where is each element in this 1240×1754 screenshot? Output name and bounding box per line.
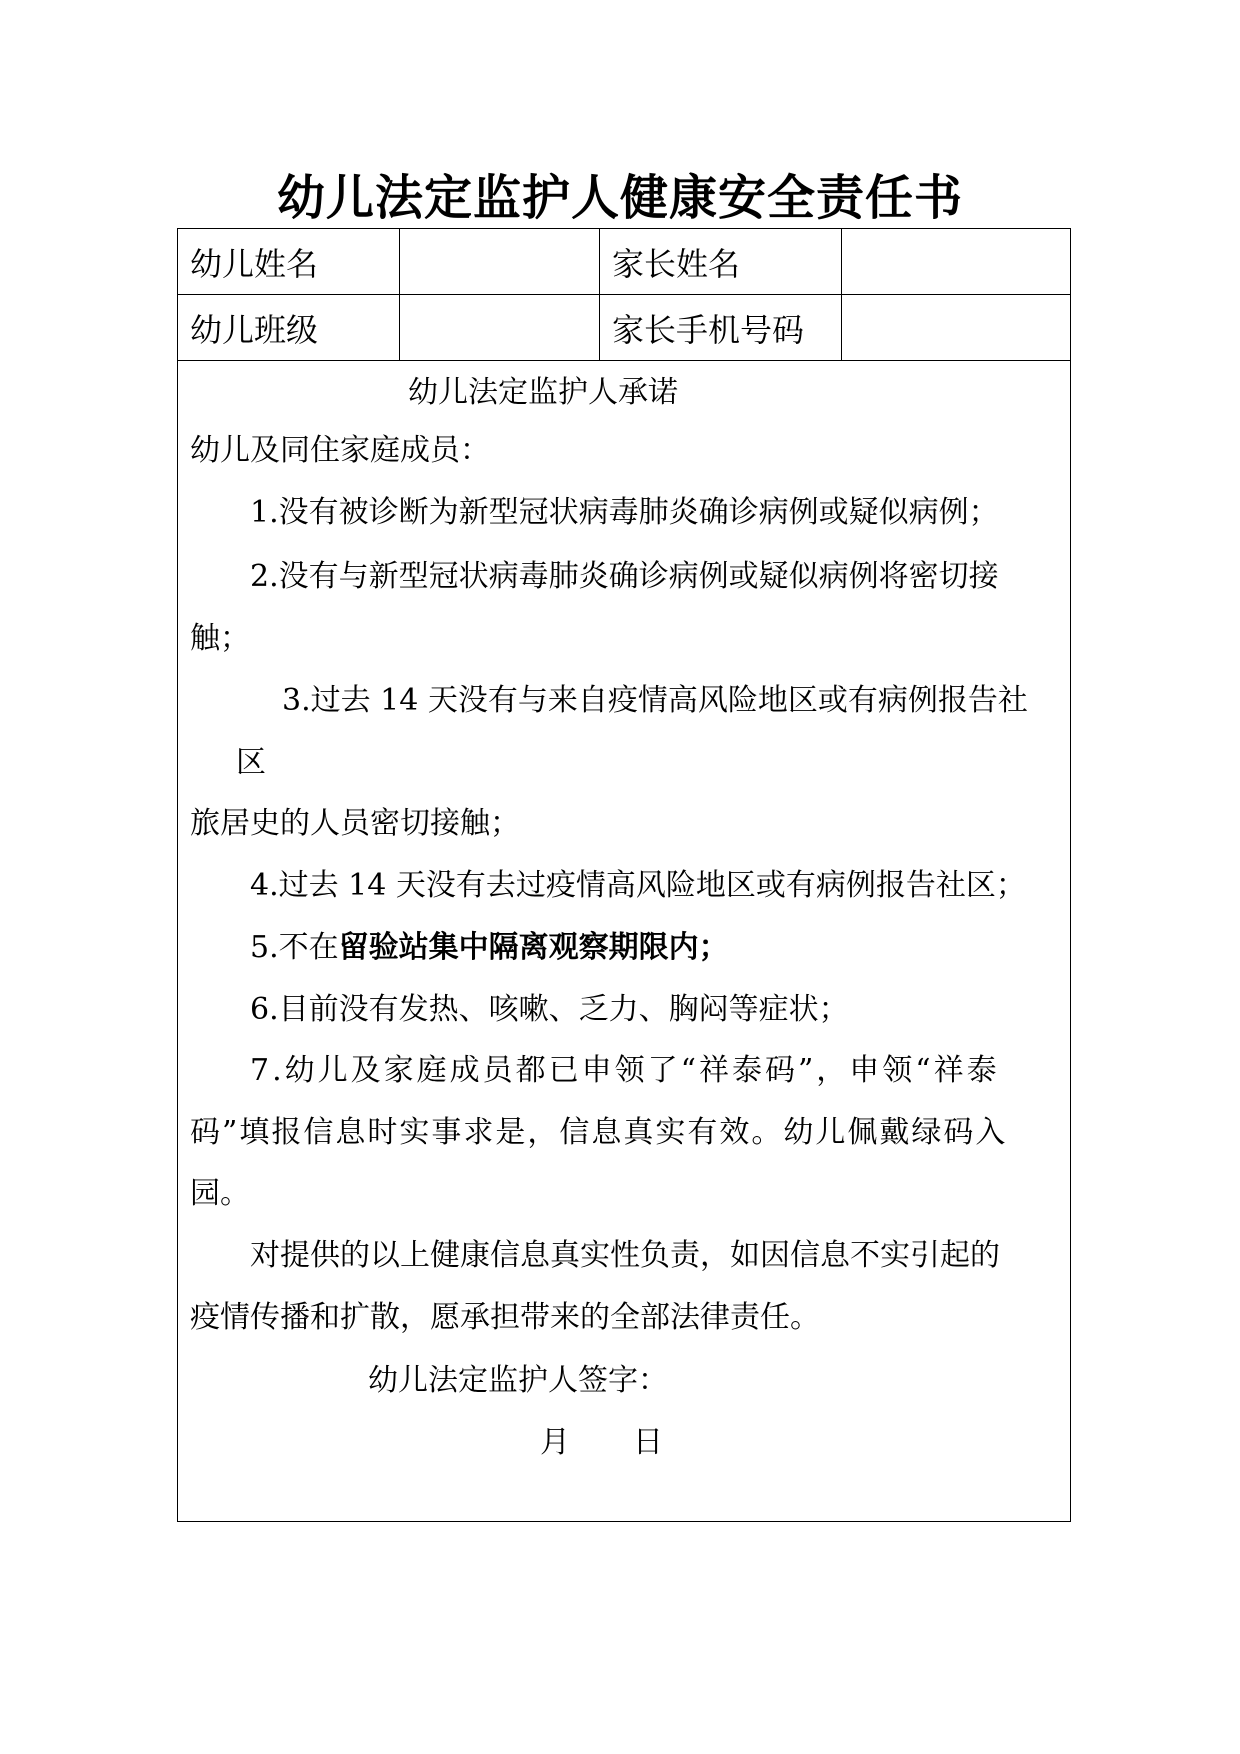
responsibility-line-2: 疫情传播和扩散，愿承担带来的全部法律责任。 xyxy=(190,1300,820,1335)
pledge-item-3-line-2: 区 xyxy=(236,745,266,780)
pledge-item-5 xyxy=(250,928,729,968)
pledge-content xyxy=(178,361,1071,1521)
pledge-item-5-prefix: 5.不在 xyxy=(250,930,339,965)
pledge-item-7-line-2: 码”填报信息时实事求是，信息真实有效。幼儿佩戴绿码入 xyxy=(190,1115,1008,1150)
pledge-item-4: 4.过去 14 天没有去过疫情高风险地区或有病例报告社区； xyxy=(250,868,1026,903)
child-class-label: 幼儿班级 xyxy=(178,295,400,361)
form-row-names xyxy=(178,229,1071,295)
parent-name-label: 家长姓名 xyxy=(600,229,842,295)
day-label: 日 xyxy=(633,1425,663,1460)
pledge-item-6: 6.目前没有发热、咳嗽、乏力、胸闷等症状； xyxy=(250,992,849,1027)
pledge-item-1: 1.没有被诊断为新型冠状病毒肺炎确诊病例或疑似病例； xyxy=(250,495,999,530)
pledge-item-2-line-2: 触； xyxy=(190,621,250,656)
responsibility-line-1: 对提供的以上健康信息真实性负责，如因信息不实引起的 xyxy=(250,1238,1000,1273)
month-label: 月 xyxy=(540,1425,570,1460)
parent-phone-label: 家长手机号码 xyxy=(600,295,842,361)
document-title: 幼儿法定监护人健康安全责任书 xyxy=(276,170,963,226)
pledge-item-7-line-3: 园。 xyxy=(190,1176,250,1211)
parent-phone-field[interactable] xyxy=(842,295,1071,361)
pledge-item-3-line-3: 旅居史的人员密切接触； xyxy=(190,806,520,841)
child-name-label: 幼儿姓名 xyxy=(178,229,400,295)
pledge-item-7-line-1: 7.幼儿及家庭成员都已申领了“祥泰码”，申领“祥泰 xyxy=(250,1053,1000,1088)
child-class-field[interactable] xyxy=(400,295,600,361)
pledge-item-5-bold: 留验站集中隔离观察期限内； xyxy=(338,930,729,965)
form-row-pledge xyxy=(178,361,1071,1522)
form-row-class-phone xyxy=(178,295,1071,361)
child-name-field[interactable] xyxy=(400,229,600,295)
pledge-item-3-line-1: 3.过去 14 天没有与来自疫情高风险地区或有病例报告社 xyxy=(282,683,1028,718)
parent-name-field[interactable] xyxy=(842,229,1071,295)
responsibility-form xyxy=(177,228,1071,1522)
signature-label: 幼儿法定监护人签字： xyxy=(368,1363,668,1398)
pledge-cell xyxy=(178,361,1071,1522)
pledge-item-2-line-1: 2.没有与新型冠状病毒肺炎确诊病例或疑似病例将密切接 xyxy=(250,559,999,594)
pledge-heading: 幼儿法定监护人承诺 xyxy=(408,375,678,410)
pledge-intro: 幼儿及同住家庭成员： xyxy=(190,433,490,468)
